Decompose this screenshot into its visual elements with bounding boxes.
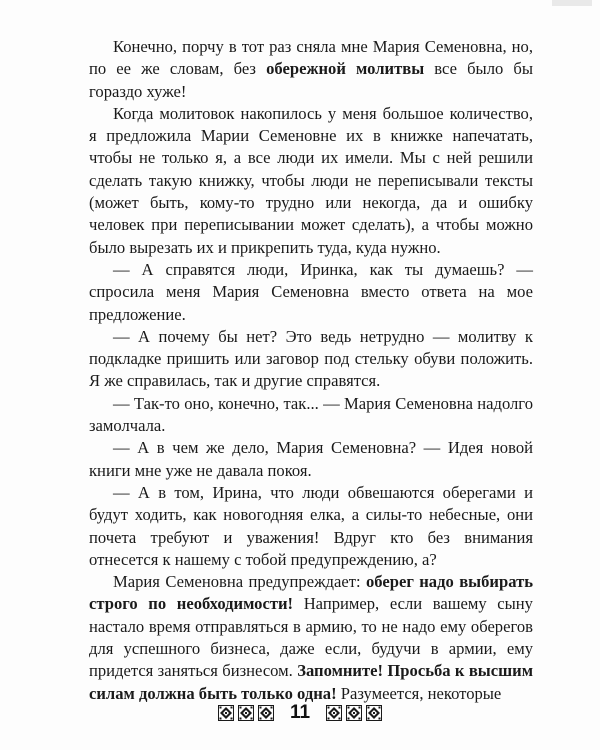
text-run: — А справятся люди, Иринка, как ты думаешь? — спросила меня Мария Семеновна вместо ответа на мое предложение. — [89, 259, 533, 324]
bold-text: Запомните! Просьба к высшим силам должна быть только одна! — [89, 661, 533, 703]
text-run: Конечно, порчу в тот раз сняла мне Мария Семеновна, но, по ее же словам, без — [89, 37, 533, 79]
bold-text: обережной молитвы — [266, 59, 425, 79]
paragraph — [89, 103, 533, 259]
ornament-icon — [238, 705, 254, 721]
ornament-icon — [258, 705, 274, 721]
body-text — [89, 36, 533, 705]
page-footer — [0, 701, 600, 725]
text-run: все было бы гораздо хуже! — [89, 59, 533, 101]
text-run: — А в чем же дело, Мария Семеновна? — Идея новой книги мне уже не давала покоя. — [89, 438, 533, 480]
page-number: 11 — [289, 702, 311, 723]
text-run: — Так-то оно, конечно, так... — Мария Семеновна надолго замолчала. — [89, 393, 533, 436]
ornament-icon — [326, 705, 342, 721]
text-run: Например, если вашему сыну настало время отправляться в армию, то не надо ему оберегов для успешного бизнеса, даже если, будучи в армии, ему придется заняться бизнесом. — [89, 594, 533, 681]
text-run: — А в том, Ирина, что люди обвешаются оберегами и будут ходить, как новогодняя елка, а силы-то небесные, они почета требуют и уважения! Вдруг кто без внимания отнесется к нашему с тобой предупреждению, а? — [89, 482, 533, 569]
paragraph — [89, 571, 533, 705]
ornament-icon — [218, 705, 234, 721]
paragraph — [89, 393, 533, 438]
text-run: — А почему бы нет? Это ведь нетрудно — молитву к подкладке пришить или заговор под стельку обуви положить. Я же справилась, так и другие справятся. — [89, 326, 533, 391]
page-edge-mark — [552, 0, 592, 6]
text-run: Мария Семеновна предупреждает: — [113, 572, 366, 592]
paragraph — [89, 36, 533, 103]
text-run: Разумеется, некоторые — [336, 683, 502, 703]
paragraph — [89, 437, 533, 482]
ornament-icon — [366, 705, 382, 721]
text-run: Когда молитовок накопилось у меня большое количество, я предложила Марии Семеновне их в книжке напечатать, чтобы не только я, а все люди их имели. Мы с ней решили сделать такую книжку, чтобы люди не переписывали тексты (может быть, кому-то трудно или некогда, да и ошибку человек при переписывании может сделать), а чтобы можно было вырезать их и прикрепить туда, куда нужно. — [89, 103, 533, 257]
ornament-icon — [346, 705, 362, 721]
paragraph — [89, 482, 533, 571]
paragraph — [89, 259, 533, 326]
bold-text: оберег надо выбирать строго по необходимости! — [89, 572, 533, 614]
paragraph — [89, 326, 533, 393]
footer-ornaments-left — [218, 705, 274, 721]
footer-ornaments-right — [326, 705, 382, 721]
